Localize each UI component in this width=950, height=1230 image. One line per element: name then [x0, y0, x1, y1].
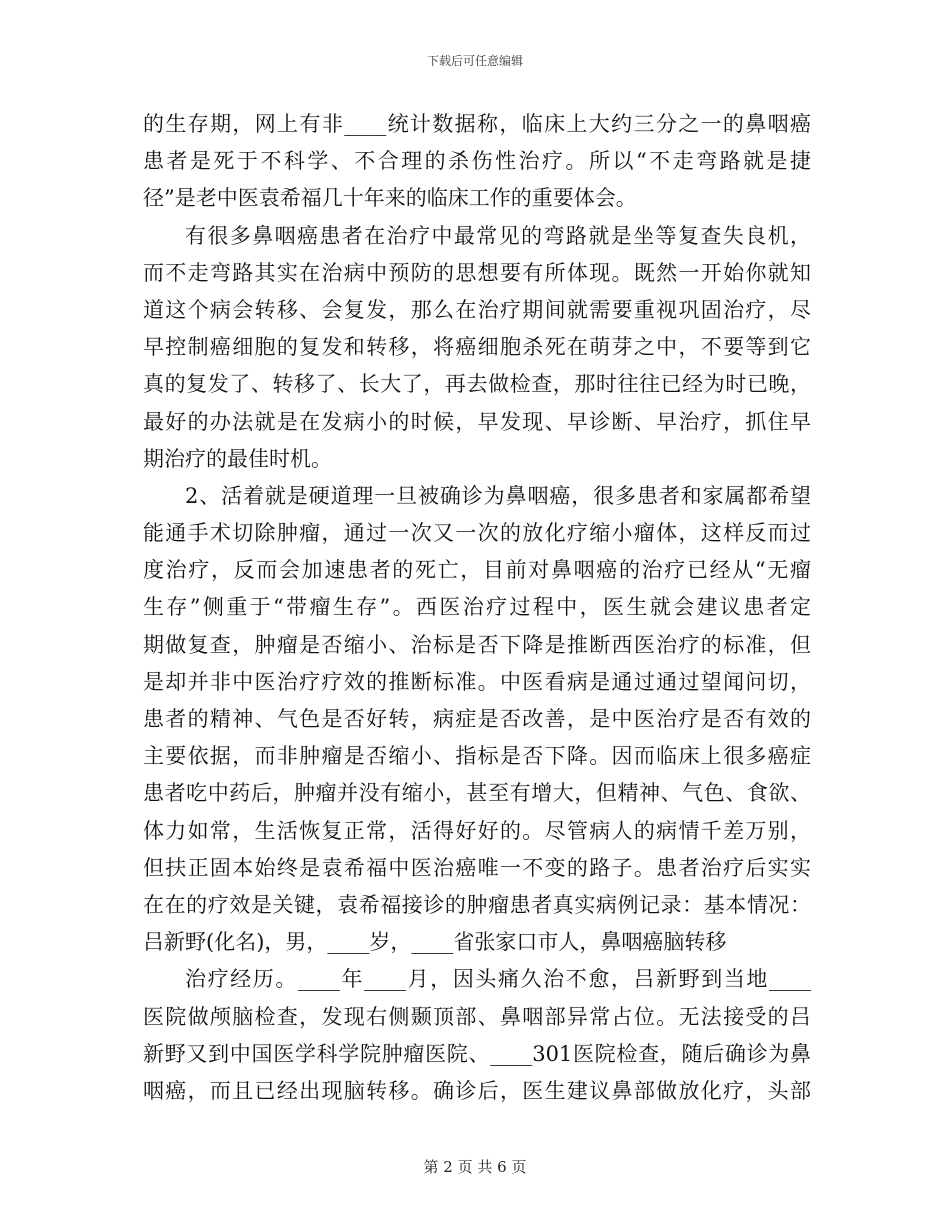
page-header: 下载后可任意编辑	[426, 54, 523, 68]
text-line: 患者吃中药后，肿瘤并没有缩小，甚至有增大，但精神、气色、食欲、	[143, 781, 811, 806]
text-line: 早控制癌细胞的复发和转移，将癌细胞杀死在萌芽之中，不要等到它	[143, 335, 811, 360]
text-line: 度治疗，反而会加速患者的死亡，目前对鼻咽癌的治疗已经从“无瘤	[143, 558, 811, 583]
text-line: 能通手术切除肿瘤，通过一次又一次的放化疗缩小瘤体，这样反而过	[143, 521, 811, 546]
text-line: 的生存期，网上有非____统计数据称，临床上大约三分之一的鼻咽癌	[143, 112, 811, 136]
text-line: 咽癌，而且已经出现脑转移。确诊后，医生建议鼻部做放化疗，头部	[143, 1078, 811, 1103]
document-body	[143, 106, 811, 1110]
text-line: 有很多鼻咽癌患者在治疗中最常见的弯路就是坐等复查失良机，	[185, 223, 811, 248]
text-line: 医院做颅脑检查，发现右侧颞顶部、鼻咽部异常占位。无法接受的吕	[143, 1004, 811, 1029]
text-line: 患者的精神、气色是否好转，病症是否改善，是中医治疗是否有效的	[143, 707, 811, 731]
text-line: 2、活着就是硬道理一旦被确诊为鼻咽癌，很多患者和家属都希望	[185, 483, 811, 508]
text-line: 最好的办法就是在发病小的时候，早发现、早诊断、早治疗，抓住早	[143, 409, 811, 434]
page-number: 第 2 页 共 6 页	[423, 1158, 527, 1176]
text-line: 而不走弯路其实在治病中预防的思想要有所体现。既然一开始你就知	[143, 260, 811, 285]
text-line: 体力如常，生活恢复正常，活得好好的。尽管病人的病情千差万别，	[143, 818, 811, 843]
text-line: 在在的疗效是关键，袁希福接诊的肿瘤患者真实病例记录：基本情况：	[143, 892, 811, 917]
text-line: 但扶正固本始终是袁希福中医治癌唯一不变的路子。患者治疗后实实	[143, 855, 811, 880]
text-line: 吕新野(化名)，男，____岁，____省张家口市人，鼻咽癌脑转移	[143, 930, 727, 955]
text-line: 生存”侧重于“带瘤生存”。西医治疗过程中，医生就会建议患者定	[143, 595, 811, 620]
text-line: 真的复发了、转移了、长大了，再去做检查，那时往往已经为时已晚，	[143, 372, 811, 397]
text-line: 期治疗的最佳时机。	[143, 446, 332, 471]
text-line: 是却并非中医治疗疗效的推断标准。中医看病是通过通过望闻问切，	[143, 669, 811, 694]
text-line: 期做复查，肿瘤是否缩小、治标是否下降是推断西医治疗的标准，但	[143, 632, 811, 657]
text-line: 新野又到中国医学科学院肿瘤医院、____301医院检查，随后确诊为鼻	[143, 1041, 811, 1066]
text-line: 治疗经历。____年____月，因头痛久治不愈，吕新野到当地____	[185, 967, 811, 992]
text-line: 径”是老中医袁希福几十年来的临床工作的重要体会。	[143, 186, 637, 211]
text-line: 患者是死于不科学、不合理的杀伤性治疗。所以“不走弯路就是捷	[143, 149, 811, 174]
text-line: 道这个病会转移、会复发，那么在治疗期间就需要重视巩固治疗，尽	[143, 297, 811, 322]
text-line: 主要依据，而非肿瘤是否缩小、指标是否下降。因而临床上很多癌症	[143, 744, 811, 769]
